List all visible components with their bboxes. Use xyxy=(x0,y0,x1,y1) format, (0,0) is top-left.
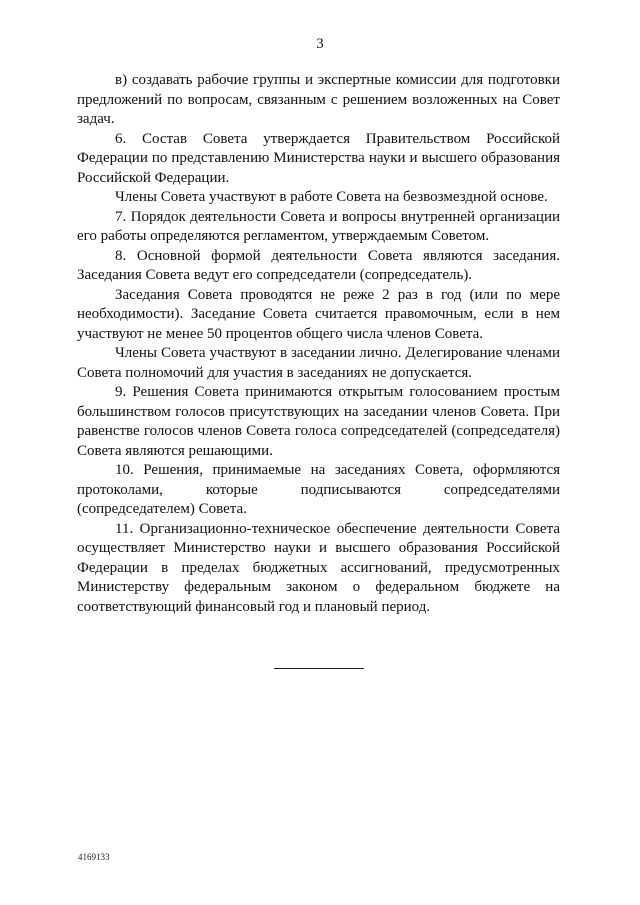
paragraph-meetings-frequency: Заседания Совета проводятся не реже 2 раз в год (или по мере необходимости). Заседание Совета считается правомочным, если в нем участвуют не менее 50 процентов общего числа членов Совета. xyxy=(77,286,560,342)
document-body xyxy=(77,71,560,617)
paragraph-personal-participation: Члены Совета участвуют в заседании лично. Делегирование членами Совета полномочий для участия в заседаниях не допускается. xyxy=(77,345,560,381)
paragraph-11-support: 11. Организационно-техническое обеспечение деятельности Совета осуществляет Министерство науки и высшего образования Российской Федерации в пределах бюджетных ассигнований, предусмотренных Министерству федеральным законом о федеральном бюджете на соответствующий финансовый год и плановый период. xyxy=(77,520,560,615)
paragraph-10-protocols: 10. Решения, принимаемые на заседаниях Совета, оформляются протоколами, которые подписываются сопредседателями (сопредседателем) Совета. xyxy=(77,462,560,517)
paragraph-8-meetings-form: 8. Основной формой деятельности Совета являются заседания. Заседания Совета ведут его сопредседатели (сопредседатель). xyxy=(77,247,560,283)
paragraph-9-decisions: 9. Решения Совета принимаются открытым голосованием простым большинством голосов присутствующих на заседании членов Совета. При равенстве голосов членов Совета голоса сопредседателей (сопредседателя) Совета являются решающими. xyxy=(77,384,560,459)
end-rule xyxy=(274,668,364,669)
paragraph-7-procedure: 7. Порядок деятельности Совета и вопросы внутренней организации его работы определяются регламентом, утверждаемым Советом. xyxy=(77,208,560,244)
page-number: 3 xyxy=(316,36,324,52)
document-code: 4169133 xyxy=(78,852,110,862)
paragraph-v-working-groups: в) создавать рабочие группы и экспертные комиссии для подготовки предложений по вопросам, связанным с решением возложенных на Совет задач. xyxy=(77,72,560,127)
paragraph-members-unpaid: Члены Совета участвуют в работе Совета на безвозмездной основе. xyxy=(115,189,548,205)
paragraph-6-council-composition: 6. Состав Совета утверждается Правительством Российской Федерации по представлению Министерства науки и высшего образования Российской Федерации. xyxy=(77,130,560,186)
